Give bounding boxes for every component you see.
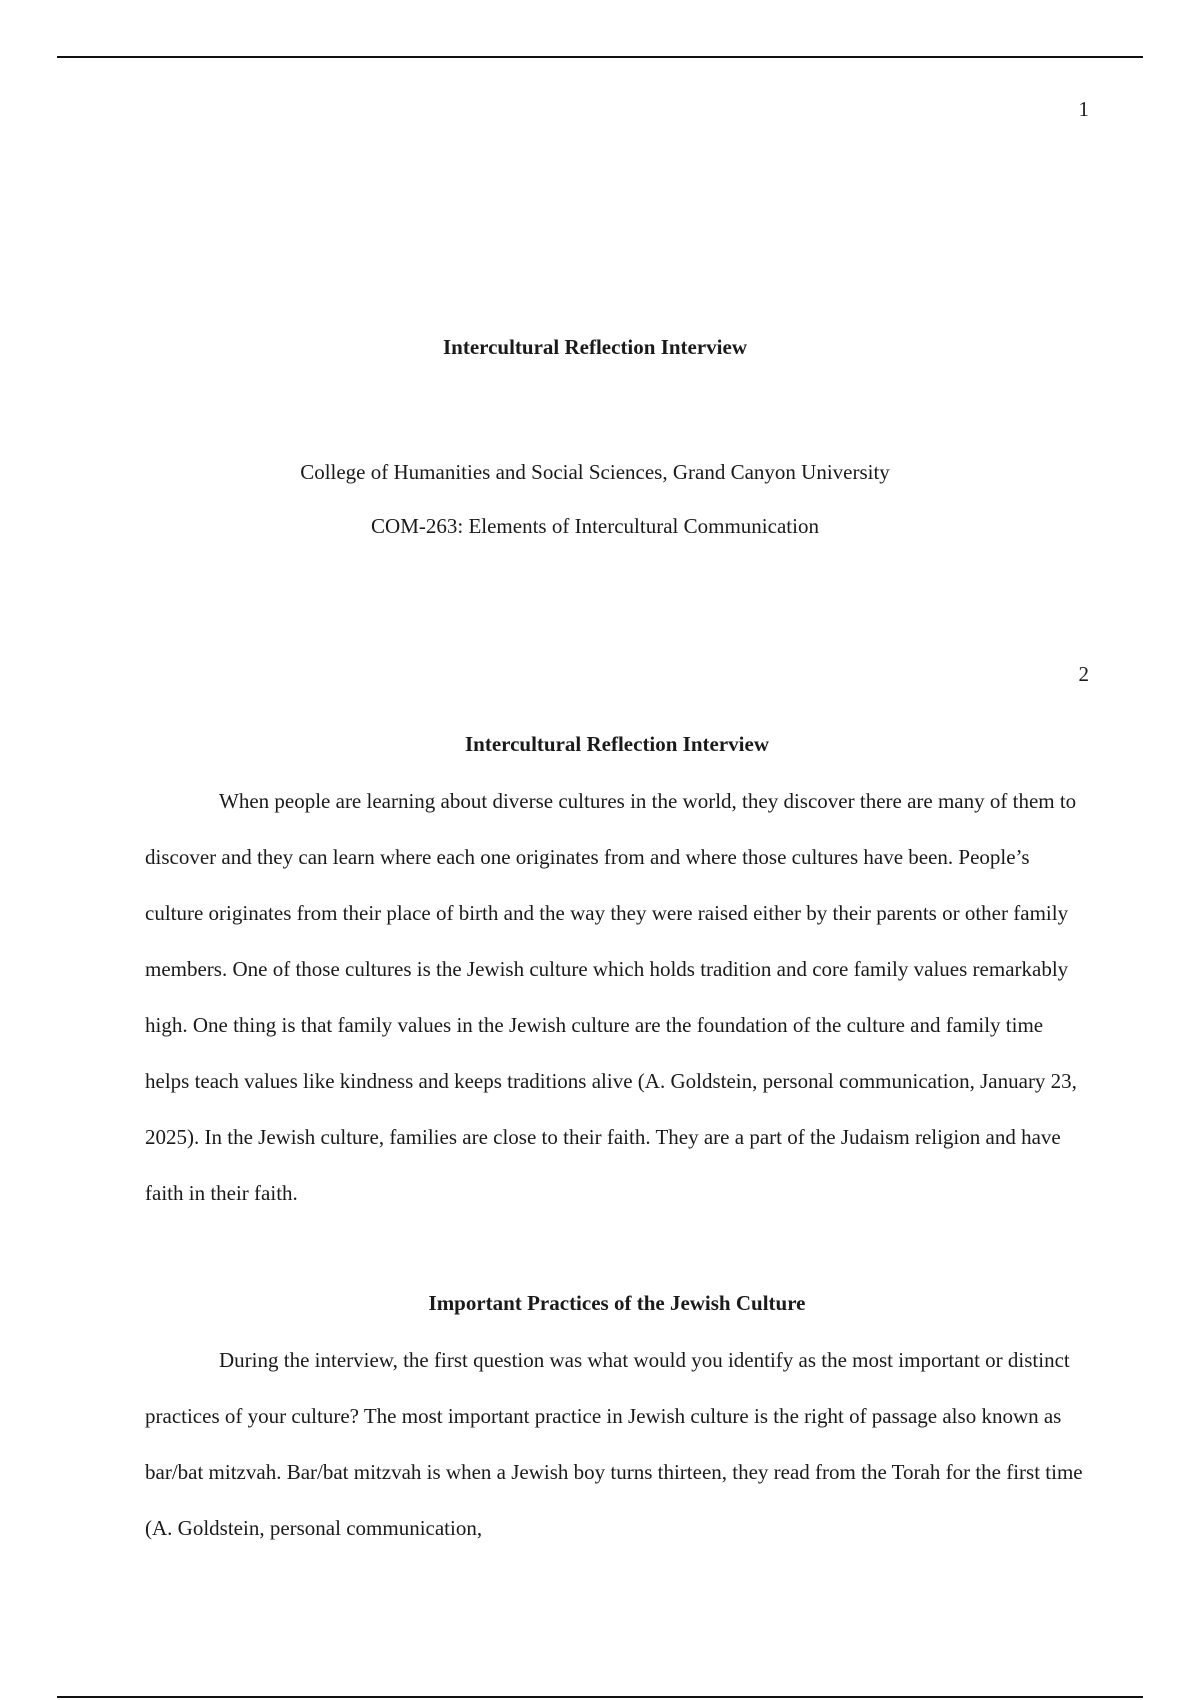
title-page-title: Intercultural Reflection Interview	[442, 335, 748, 359]
page-number-1: 1	[1078, 97, 1089, 121]
body-paragraph-intro: When people are learning about diverse cultures in the world, they discover there are many of them to discover and they can learn where each one originates from and where those cultures have been. People’s culture originates from their place of birth and the way they were raised either by their parents or other family members. One of those cultures is the Jewish culture which holds tradition and core family values remarkably high. One thing is that family values in the Jewish culture are the foundation of the culture and family time helps teach values like kindness and keeps traditions alive (A. Goldstein, personal communication, January 23, 2025). In the Jewish culture, families are close to their faith. They are a part of the Judaism religion and have faith in their faith.	[145, 789, 1077, 1205]
page-number-2: 2	[1078, 662, 1089, 686]
body-paragraph-practices: During the interview, the first question was what would you identify as the most important or distinct practices of your culture? The most important practice in Jewish culture is the right of passage also known as bar/bat mitzvah. Bar/bat mitzvah is when a Jewish boy turns thirteen, they read from the Torah for the first time (A. Goldstein, personal communication,	[145, 1348, 1083, 1540]
section-heading-practices: Important Practices of the Jewish Culture	[428, 1291, 806, 1315]
page-bottom-rule	[57, 1696, 1143, 1698]
body-title: Intercultural Reflection Interview	[464, 732, 770, 756]
page-top-rule	[57, 56, 1143, 58]
course-line: COM-263: Elements of Intercultural Communication	[371, 514, 819, 538]
affiliation-line: College of Humanities and Social Sciences, Grand Canyon University	[300, 460, 890, 484]
